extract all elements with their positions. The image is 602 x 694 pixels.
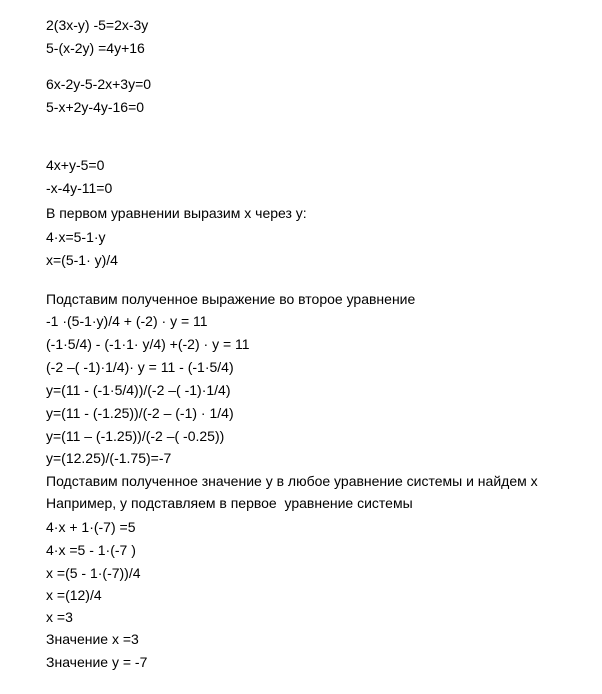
text-line: В первом уравнении выразим x через y: [46, 205, 307, 221]
equation-line: y=(11 - (-1.25))/(-2 – (-1) · 1/4) [46, 405, 234, 421]
text-line: Подставим полученное выражение во второе уравнение [46, 291, 416, 307]
equation-line: y=(12.25)/(-1.75)=-7 [46, 450, 172, 466]
text-line: Например, y подставляем в первое уравнение системы [46, 495, 413, 511]
equation-line: 5-x+2y-4y-16=0 [46, 99, 145, 115]
equation-line: x =3 [46, 609, 73, 625]
equation-line: 4·x =5 - 1·(-7 ) [46, 542, 136, 558]
equation-line: y=(11 – (-1.25))/(-2 –( -0.25)) [46, 428, 225, 444]
equation-line: x=(5-1· y)/4 [46, 252, 118, 268]
equation-line: 5-(x-2y) =4y+16 [46, 40, 145, 56]
equation-line: (-2 –( -1)·1/4)· y = 11 - (-1·5/4) [46, 359, 234, 375]
equation-line: 4·x=5-1·y [46, 229, 106, 245]
answer-x: Значение x =3 [46, 631, 139, 647]
equation-line: y=(11 - (-1·5/4))/(-2 –( -1)·1/4) [46, 382, 231, 398]
equation-line: -x-4y-11=0 [46, 180, 113, 196]
equation-line: 4x+y-5=0 [46, 157, 105, 173]
equation-line: (-1·5/4) - (-1·1· y/4) +(-2) · y = 11 [46, 336, 250, 352]
equation-line: 6x-2y-5-2x+3y=0 [46, 76, 152, 92]
equation-line: -1 ·(5-1·y)/4 + (-2) · y = 11 [46, 313, 208, 329]
equation-line: 4·x + 1·(-7) =5 [46, 519, 136, 535]
answer-y: Значение y = -7 [46, 654, 148, 670]
equation-line: x =(5 - 1·(-7))/4 [46, 565, 141, 581]
equation-line: 2(3x-y) -5=2x-3y [46, 17, 149, 33]
equation-line: x =(12)/4 [46, 587, 102, 603]
text-line: Подставим полученное значение y в любое уравнение системы и найдем x [46, 473, 538, 489]
